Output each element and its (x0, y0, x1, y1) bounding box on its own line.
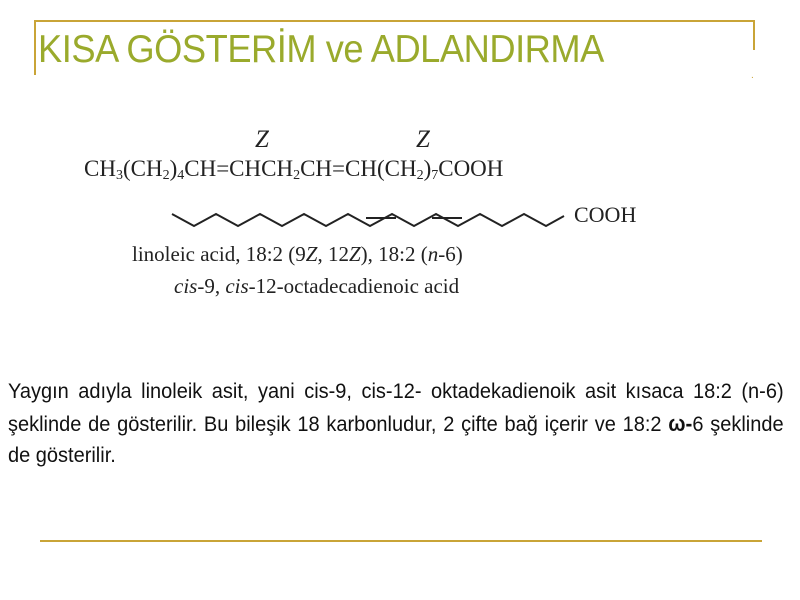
condensed-formula: $CH_3(CH_2)_4CH=CHCH_2CH=CH(CH_2)_7COOH$ (84, 156, 504, 183)
slide-title: KISA GÖSTERİM ve ADLANDIRMA (38, 28, 604, 71)
chemical-structure-figure (80, 120, 680, 310)
bottom-divider-line (40, 540, 762, 542)
omega-symbol: ω- (668, 410, 693, 436)
description-paragraph: Yaygın adıyla linoleik asit, yani cis-9, cis-12- oktadekadienoik asit kısaca 18:2 (n-6) şeklinde de gösterilir. Bu bileşik 18 karbonludur, 2 çifte bağ içerir ve 18:2 ω-6 şeklinde de gösterilir. (8, 379, 784, 467)
z-config-label-2: Z (416, 126, 430, 153)
z-config-label-1: Z (255, 126, 269, 153)
skeleton-cooh-label: COOH (574, 202, 637, 227)
compound-name-line-2: cis-9, cis-12-octadecadienoic acid (174, 274, 460, 298)
skeletal-structure-diagram (168, 196, 568, 236)
frame-corner-dot: . (751, 70, 754, 81)
title-frame-right-border (753, 20, 755, 50)
compound-name-line-1: linoleic acid, 18:2 (9Z, 12Z), 18:2 (n-6) (132, 242, 463, 266)
title-frame-top-border (34, 20, 755, 22)
carbon-chain-line (172, 214, 564, 226)
title-frame-left-border (34, 20, 36, 75)
